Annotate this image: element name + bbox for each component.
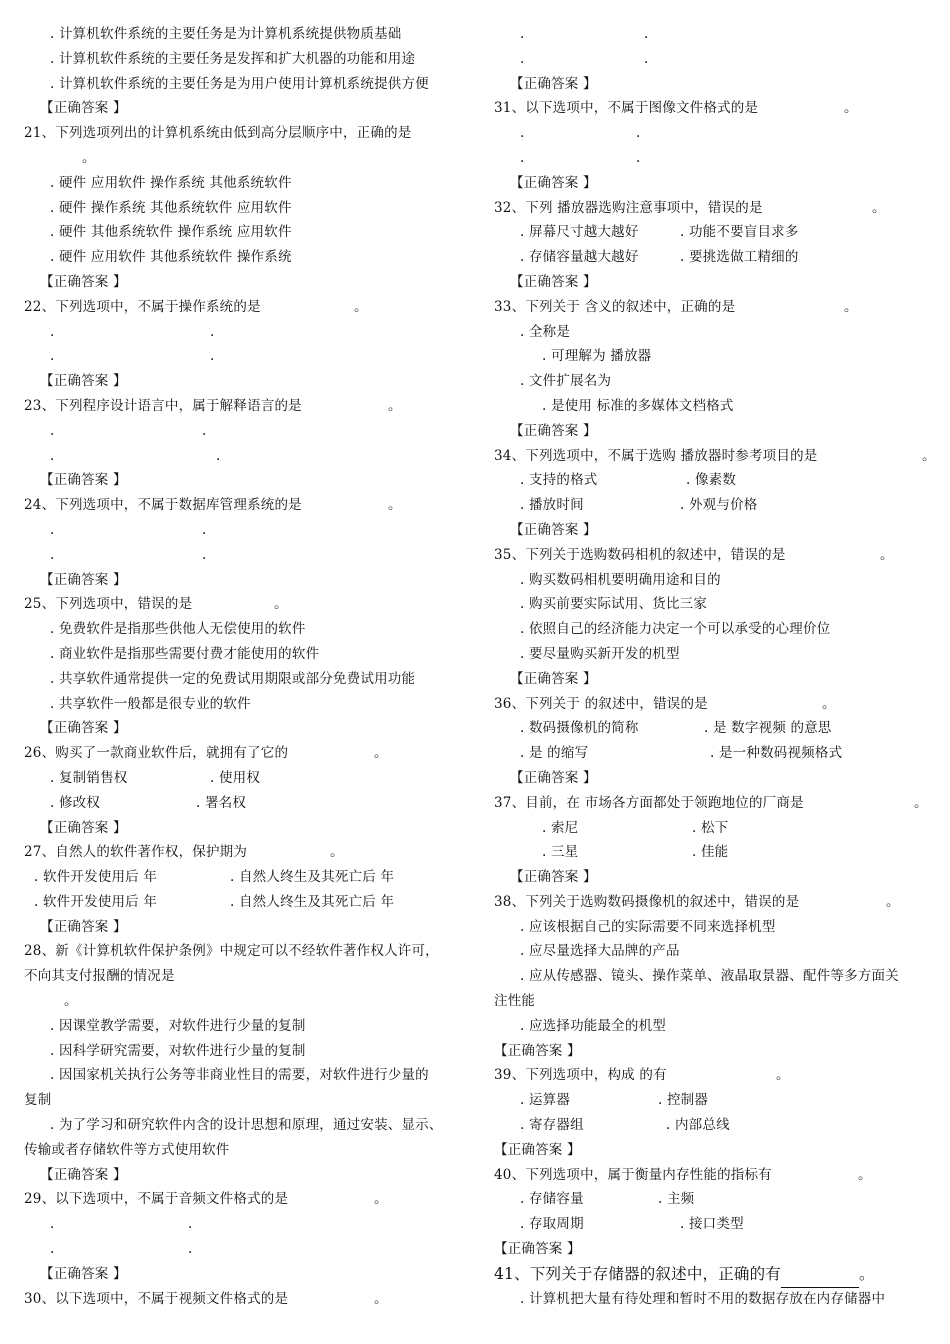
text-line [494, 1039, 930, 1064]
line-text: . 存储容量 [520, 1191, 584, 1208]
text-line [494, 72, 930, 97]
text-line [24, 468, 464, 493]
text-line [24, 96, 464, 121]
line-text: . 存储容量越大越好 [520, 249, 639, 266]
line-end-text: . [636, 149, 641, 166]
text-line [494, 692, 930, 717]
line-end-text: . 功能不要盲目求多 [680, 224, 799, 241]
line-text: 注性能 [494, 993, 536, 1010]
text-line [24, 592, 464, 617]
line-text: . 寄存器组 [520, 1117, 584, 1134]
line-end-text: 。 [354, 298, 368, 315]
line-text: . [50, 348, 55, 365]
line-text: 【正确答案 】 [40, 100, 127, 117]
text-line [24, 816, 464, 841]
line-end-text: 。 [330, 844, 344, 861]
text-line [494, 121, 930, 146]
line-end-text: . 自然人终生及其死亡后 年 [230, 893, 395, 910]
text-line [24, 419, 464, 444]
text-line [24, 270, 464, 295]
line-text: . [50, 521, 55, 538]
text-line [494, 419, 930, 444]
line-end-text: . 自然人终生及其死亡后 年 [230, 869, 395, 886]
line-text: . [50, 546, 55, 563]
line-text: . 软件开发使用后 年 [34, 893, 158, 910]
text-line [24, 1063, 464, 1088]
text-line [24, 1237, 464, 1262]
text-line [24, 716, 464, 741]
line-end-text: . 佳能 [692, 844, 729, 861]
text-line [494, 667, 930, 692]
text-line [494, 915, 930, 940]
line-text: . 数码摄像机的简称 [520, 720, 639, 737]
line-text: 26、购买了一款商业软件后，就拥有了它的 [24, 745, 289, 762]
line-end-text: 。 [880, 546, 894, 563]
text-line [494, 865, 930, 890]
line-end-text: 。 [858, 1166, 872, 1183]
line-text: . 计算机软件系统的主要任务是为用户使用计算机系统提供方便 [50, 75, 429, 92]
line-text: 【正确答案 】 [40, 472, 127, 489]
line-text: 27、自然人的软件著作权，保护期为 [24, 844, 248, 861]
line-end-text: . [202, 521, 207, 538]
line-text: 【正确答案 】 [510, 174, 597, 191]
line-end-text: . 内部总线 [666, 1117, 730, 1134]
line-text: 。 [64, 993, 78, 1010]
line-text: . 因国家机关执行公务等非商业性目的需要，对软件进行少量的 [50, 1067, 429, 1084]
line-text: . 运算器 [520, 1092, 571, 1109]
line-text: . 应尽量选择大品牌的产品 [520, 943, 680, 960]
line-end-text: 。 [374, 1290, 388, 1307]
line-text: . 修改权 [50, 794, 101, 811]
line-text: . [520, 26, 525, 42]
line-text: 【正确答案 】 [494, 1141, 581, 1158]
text-line [24, 196, 464, 221]
line-text: . 支持的格式 [520, 472, 598, 489]
line-text: . 计算机软件系统的主要任务是为计算机系统提供物质基础 [50, 26, 402, 42]
line-text: 23、下列程序设计语言中，属于解释语言的是 [24, 397, 302, 414]
line-text: . 是使用 标准的多媒体文档格式 [542, 397, 734, 414]
text-line [494, 394, 930, 419]
line-end-text: . 像素数 [686, 472, 737, 489]
text-line [494, 1237, 930, 1262]
line-text: . [50, 1216, 55, 1233]
line-end-text: 。 [388, 397, 402, 414]
text-line [494, 592, 930, 617]
text-line [494, 369, 930, 394]
text-line [24, 47, 464, 72]
line-text: 【正确答案 】 [494, 1241, 581, 1258]
line-end-text: . 控制器 [658, 1092, 709, 1109]
text-line [494, 96, 930, 121]
line-text: 21、下列选项列出的计算机系统由低到高分层顺序中，正确的是 [24, 125, 412, 142]
line-end-text: 。 [274, 596, 288, 613]
line-text: . 应选择功能最全的机型 [520, 1017, 666, 1034]
line-end-text: . [216, 447, 221, 464]
line-end-text: . 要挑选做工精细的 [680, 249, 799, 266]
line-text: . 全称是 [520, 323, 571, 340]
text-line [24, 840, 464, 865]
answer-blank [781, 1262, 859, 1288]
line-text: 40、下列选项中，属于衡量内存性能的指标有 [494, 1166, 772, 1183]
line-text: . 因科学研究需要，对软件进行少量的复制 [50, 1042, 306, 1059]
text-line [494, 741, 930, 766]
line-text: . 购买数码相机要明确用途和目的 [520, 571, 721, 588]
line-text: . 计算机把大量有待处理和暂时不用的数据存放在内存储器中 [520, 1290, 886, 1307]
text-line [494, 1113, 930, 1138]
line-tail: 。 [859, 1264, 875, 1283]
line-text: 【正确答案 】 [40, 720, 127, 737]
line-text: 传输或者存储软件等方式使用软件 [24, 1141, 230, 1158]
line-end-text: . 使用权 [210, 769, 261, 786]
text-line [494, 890, 930, 915]
line-text: . 可理解为 播放器 [542, 348, 652, 365]
text-line [494, 47, 930, 72]
line-text: 38、下列关于选购数码摄像机的叙述中，错误的是 [494, 893, 800, 910]
line-text: . 要尽量购买新开发的机型 [520, 645, 680, 662]
text-line [24, 1187, 464, 1212]
text-line [494, 1163, 930, 1188]
text-line [24, 1163, 464, 1188]
text-line [494, 989, 930, 1014]
left-column [24, 22, 464, 1311]
text-line [24, 865, 464, 890]
line-end-text: . [636, 125, 641, 142]
text-line [494, 816, 930, 841]
line-text: 不向其支付报酬的情况是 [24, 968, 175, 985]
line-text: . 硬件 应用软件 操作系统 其他系统软件 [50, 174, 292, 191]
text-line [494, 295, 930, 320]
line-text: . 因课堂教学需要，对软件进行少量的复制 [50, 1017, 306, 1034]
text-line [24, 1039, 464, 1064]
text-line [24, 964, 464, 989]
text-line [494, 518, 930, 543]
line-text: . 应该根据自己的实际需要不同来选择机型 [520, 918, 776, 935]
text-line [494, 468, 930, 493]
text-line [24, 295, 464, 320]
line-text: . 计算机软件系统的主要任务是发挥和扩大机器的功能和用途 [50, 50, 416, 67]
text-line [494, 146, 930, 171]
text-line [494, 791, 930, 816]
text-line [494, 1063, 930, 1088]
line-end-text: 。 [922, 447, 936, 464]
line-text: . [50, 323, 55, 340]
line-text: 24、下列选项中，不属于数据库管理系统的是 [24, 497, 302, 514]
line-end-text: . 署名权 [196, 794, 247, 811]
text-line [494, 617, 930, 642]
line-text: 【正确答案 】 [510, 670, 597, 687]
line-text: 【正确答案 】 [40, 1166, 127, 1183]
line-text: 29、以下选项中，不属于音频文件格式的是 [24, 1191, 289, 1208]
text-line [494, 568, 930, 593]
line-text: . 软件开发使用后 年 [34, 869, 158, 886]
line-text: . 索尼 [542, 819, 579, 836]
line-end-text: . 接口类型 [680, 1216, 744, 1233]
text-line [24, 146, 464, 171]
line-text: . 购买前要实际试用、货比三家 [520, 596, 708, 613]
line-text: 36、下列关于 的叙述中，错误的是 [494, 695, 708, 712]
line-text: 【正确答案 】 [40, 571, 127, 588]
text-line [24, 1212, 464, 1237]
text-line [24, 1138, 464, 1163]
line-text: . 共享软件通常提供一定的免费试用期限或部分免费试用功能 [50, 670, 416, 687]
line-end-text: . [202, 422, 207, 439]
line-end-text: . [644, 50, 649, 67]
line-text: 【正确答案 】 [40, 1265, 127, 1282]
line-text: . [50, 447, 55, 464]
line-text: 33、下列关于 含义的叙述中，正确的是 [494, 298, 736, 315]
line-text: 25、下列选项中，错误的是 [24, 596, 193, 613]
line-text: 【正确答案 】 [40, 373, 127, 390]
text-line [24, 72, 464, 97]
line-text: 复制 [24, 1092, 52, 1109]
text-line [494, 939, 930, 964]
line-text: 【正确答案 】 [510, 769, 597, 786]
line-text: . 文件扩展名为 [520, 373, 612, 390]
line-text: 41、下列关于存储器的叙述中，正确的有 [494, 1264, 782, 1283]
text-line [494, 1262, 930, 1287]
line-text: 【正确答案 】 [510, 869, 597, 886]
line-end-text: . 主频 [658, 1191, 695, 1208]
line-text: 。 [82, 149, 96, 166]
text-line [494, 1088, 930, 1113]
text-line [494, 1138, 930, 1163]
text-line [494, 543, 930, 568]
line-text: . 应从传感器、镜头、操作菜单、液晶取景器、配件等多方面关 [520, 968, 899, 985]
text-line [494, 964, 930, 989]
text-line [24, 1262, 464, 1287]
line-end-text: 。 [844, 298, 858, 315]
text-line [24, 245, 464, 270]
text-line [494, 444, 936, 469]
line-text: . 依照自己的经济能力决定一个可以承受的心理价位 [520, 621, 831, 638]
text-line [494, 642, 930, 667]
text-line [24, 766, 464, 791]
line-text: 【正确答案 】 [40, 918, 127, 935]
line-text: . 共享软件一般都是很专业的软件 [50, 695, 251, 712]
text-line [24, 394, 464, 419]
text-line [24, 1287, 464, 1312]
line-text: 【正确答案 】 [510, 273, 597, 290]
line-text: 37、目前，在 市场各方面都处于领跑地位的厂商是 [494, 794, 804, 811]
line-end-text: . 是一种数码视频格式 [710, 745, 843, 762]
text-line [24, 692, 464, 717]
line-text: . 为了学习和研究软件内含的设计思想和原理，通过安装、显示、 [50, 1117, 443, 1134]
line-text: 【正确答案 】 [510, 75, 597, 92]
line-end-text: . [188, 1216, 193, 1233]
text-line [494, 840, 930, 865]
text-line [494, 766, 930, 791]
line-text: 22、下列选项中，不属于操作系统的是 [24, 298, 261, 315]
text-line [24, 320, 464, 345]
text-line [494, 1212, 930, 1237]
line-text: . 硬件 操作系统 其他系统软件 应用软件 [50, 199, 292, 216]
text-line [24, 667, 464, 692]
text-line [24, 543, 464, 568]
line-end-text: 。 [886, 893, 900, 910]
text-line [24, 344, 464, 369]
line-end-text: . [210, 323, 215, 340]
line-text: 28、新《计算机软件保护条例》中规定可以不经软件著作权人许可， [24, 943, 439, 960]
line-end-text: . 松下 [692, 819, 729, 836]
text-line [494, 196, 930, 221]
line-text: . [520, 50, 525, 67]
line-text: . 商业软件是指那些需要付费才能使用的软件 [50, 645, 320, 662]
line-end-text: 。 [872, 199, 886, 216]
line-end-text: 。 [388, 497, 402, 514]
text-line [24, 617, 464, 642]
line-text: . [50, 1241, 55, 1258]
text-line [494, 344, 930, 369]
line-end-text: 。 [776, 1067, 790, 1084]
text-line [494, 171, 930, 196]
text-line [24, 568, 464, 593]
text-line [24, 493, 464, 518]
text-line [24, 915, 464, 940]
line-text: . [520, 125, 525, 142]
line-text: . 免费软件是指那些供他人无偿使用的软件 [50, 621, 306, 638]
line-text: 32、下列 播放器选购注意事项中，错误的是 [494, 199, 763, 216]
line-end-text: 。 [374, 1191, 388, 1208]
text-line [24, 22, 464, 47]
text-line [24, 518, 464, 543]
line-text: 30、以下选项中，不属于视频文件格式的是 [24, 1290, 289, 1307]
line-text: 【正确答案 】 [40, 273, 127, 290]
text-line [494, 245, 930, 270]
text-line [24, 369, 464, 394]
line-end-text: . [644, 26, 649, 42]
line-text: . 存取周期 [520, 1216, 584, 1233]
text-line [24, 642, 464, 667]
line-end-text: 。 [914, 794, 928, 811]
text-line [24, 121, 464, 146]
line-text: 【正确答案 】 [510, 521, 597, 538]
text-line [494, 716, 930, 741]
text-line [24, 939, 464, 964]
text-line [24, 1014, 464, 1039]
line-text: 【正确答案 】 [40, 819, 127, 836]
line-text: . [520, 149, 525, 166]
line-text: . 复制销售权 [50, 769, 128, 786]
line-text: 39、下列选项中，构成 的有 [494, 1067, 667, 1084]
line-end-text: 。 [844, 100, 858, 117]
text-line [24, 444, 464, 469]
line-end-text: 。 [822, 695, 836, 712]
text-line [24, 171, 464, 196]
line-text: 【正确答案 】 [510, 422, 597, 439]
text-line [24, 741, 464, 766]
text-line [494, 1187, 930, 1212]
text-line [24, 989, 464, 1014]
text-line [494, 22, 930, 47]
text-line [494, 220, 930, 245]
text-line [494, 1014, 930, 1039]
line-text: . 三星 [542, 844, 579, 861]
text-line [24, 1113, 464, 1138]
text-line [24, 791, 464, 816]
line-text: . 硬件 其他系统软件 操作系统 应用软件 [50, 224, 292, 241]
line-end-text: . [202, 546, 207, 563]
line-end-text: . [188, 1241, 193, 1258]
line-text: . 播放时间 [520, 497, 584, 514]
text-line [24, 1088, 464, 1113]
line-text: . 屏幕尺寸越大越好 [520, 224, 639, 241]
text-line [494, 493, 930, 518]
text-line [494, 270, 930, 295]
line-text: . 硬件 应用软件 其他系统软件 操作系统 [50, 249, 292, 266]
text-line [494, 1287, 930, 1312]
line-text: 【正确答案 】 [494, 1042, 581, 1059]
line-end-text: . [210, 348, 215, 365]
line-text: . 是 的缩写 [520, 745, 589, 762]
text-line [24, 220, 464, 245]
text-line [494, 320, 930, 345]
line-end-text: . 外观与价格 [680, 497, 758, 514]
line-end-text: 。 [374, 745, 388, 762]
text-line [24, 890, 464, 915]
line-text: 34、下列选项中，不属于选购 播放器时参考项目的是 [494, 447, 818, 464]
line-text: . [50, 422, 55, 439]
line-text: 35、下列关于选购数码相机的叙述中，错误的是 [494, 546, 786, 563]
line-end-text: . 是 数字视频 的意思 [704, 720, 832, 737]
line-text: 31、以下选项中，不属于图像文件格式的是 [494, 100, 759, 117]
right-column [494, 22, 936, 1311]
